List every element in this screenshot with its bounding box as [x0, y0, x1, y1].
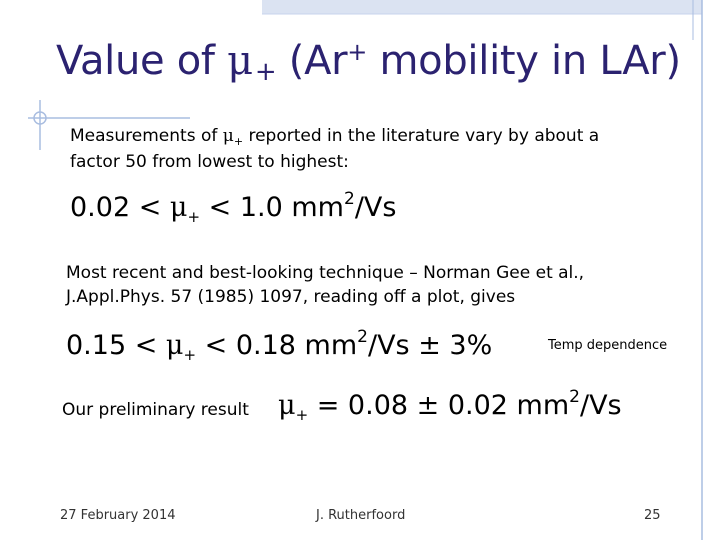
literature-line-1: Measurements of $\mu_+$ reported in the literature vary by about a [70, 126, 600, 148]
preliminary-result-equation: $\mu_+ = 0.08 \pm 0.02$ $mm^2/Vs$ [278, 387, 622, 424]
preliminary-result-label: Our preliminary result [62, 400, 249, 420]
inline-mu-subscript: + [233, 135, 244, 148]
gee-range-equation: $0.15 < \mu_+ < 0.18$ $mm^2/Vs \pm 3\%$ [66, 327, 493, 364]
literature-range-equation: $0.02 < \mu_+ < 1.0$ $mm^2/Vs$ [70, 189, 397, 226]
literature-paragraph [70, 124, 599, 174]
inline-mu-symbol: μ [222, 126, 234, 146]
title-rest: mobility in LAr) [367, 38, 681, 84]
range2-mu-symbol: μ [157, 330, 184, 361]
title-prefix: Value of [56, 38, 228, 84]
result-mu-symbol: μ [278, 390, 296, 421]
slide-title [56, 38, 681, 87]
footer-page-number: 25 [644, 508, 661, 523]
temp-dependence-note: Temp dependence [548, 338, 668, 353]
footer-author: J. Rutherfoord [316, 508, 406, 523]
footer-date: 27 February 2014 [60, 508, 176, 523]
range1-mu-symbol: μ [161, 192, 188, 223]
title-ar: (Ar [276, 38, 348, 84]
title-mu-symbol: μ [227, 38, 253, 84]
literature-line-2: factor 50 from lowest to highest: [70, 152, 349, 172]
gee-line-1: Most recent and best-looking technique – Norman Gee et al., [66, 263, 585, 283]
gee-paragraph [66, 261, 584, 309]
gee-line-2: J.Appl.Phys. 57 (1985) 1097, reading off a plot, gives [66, 287, 516, 307]
title-ar-superscript: + [347, 38, 368, 66]
title-mu-subscript: + [254, 57, 277, 87]
